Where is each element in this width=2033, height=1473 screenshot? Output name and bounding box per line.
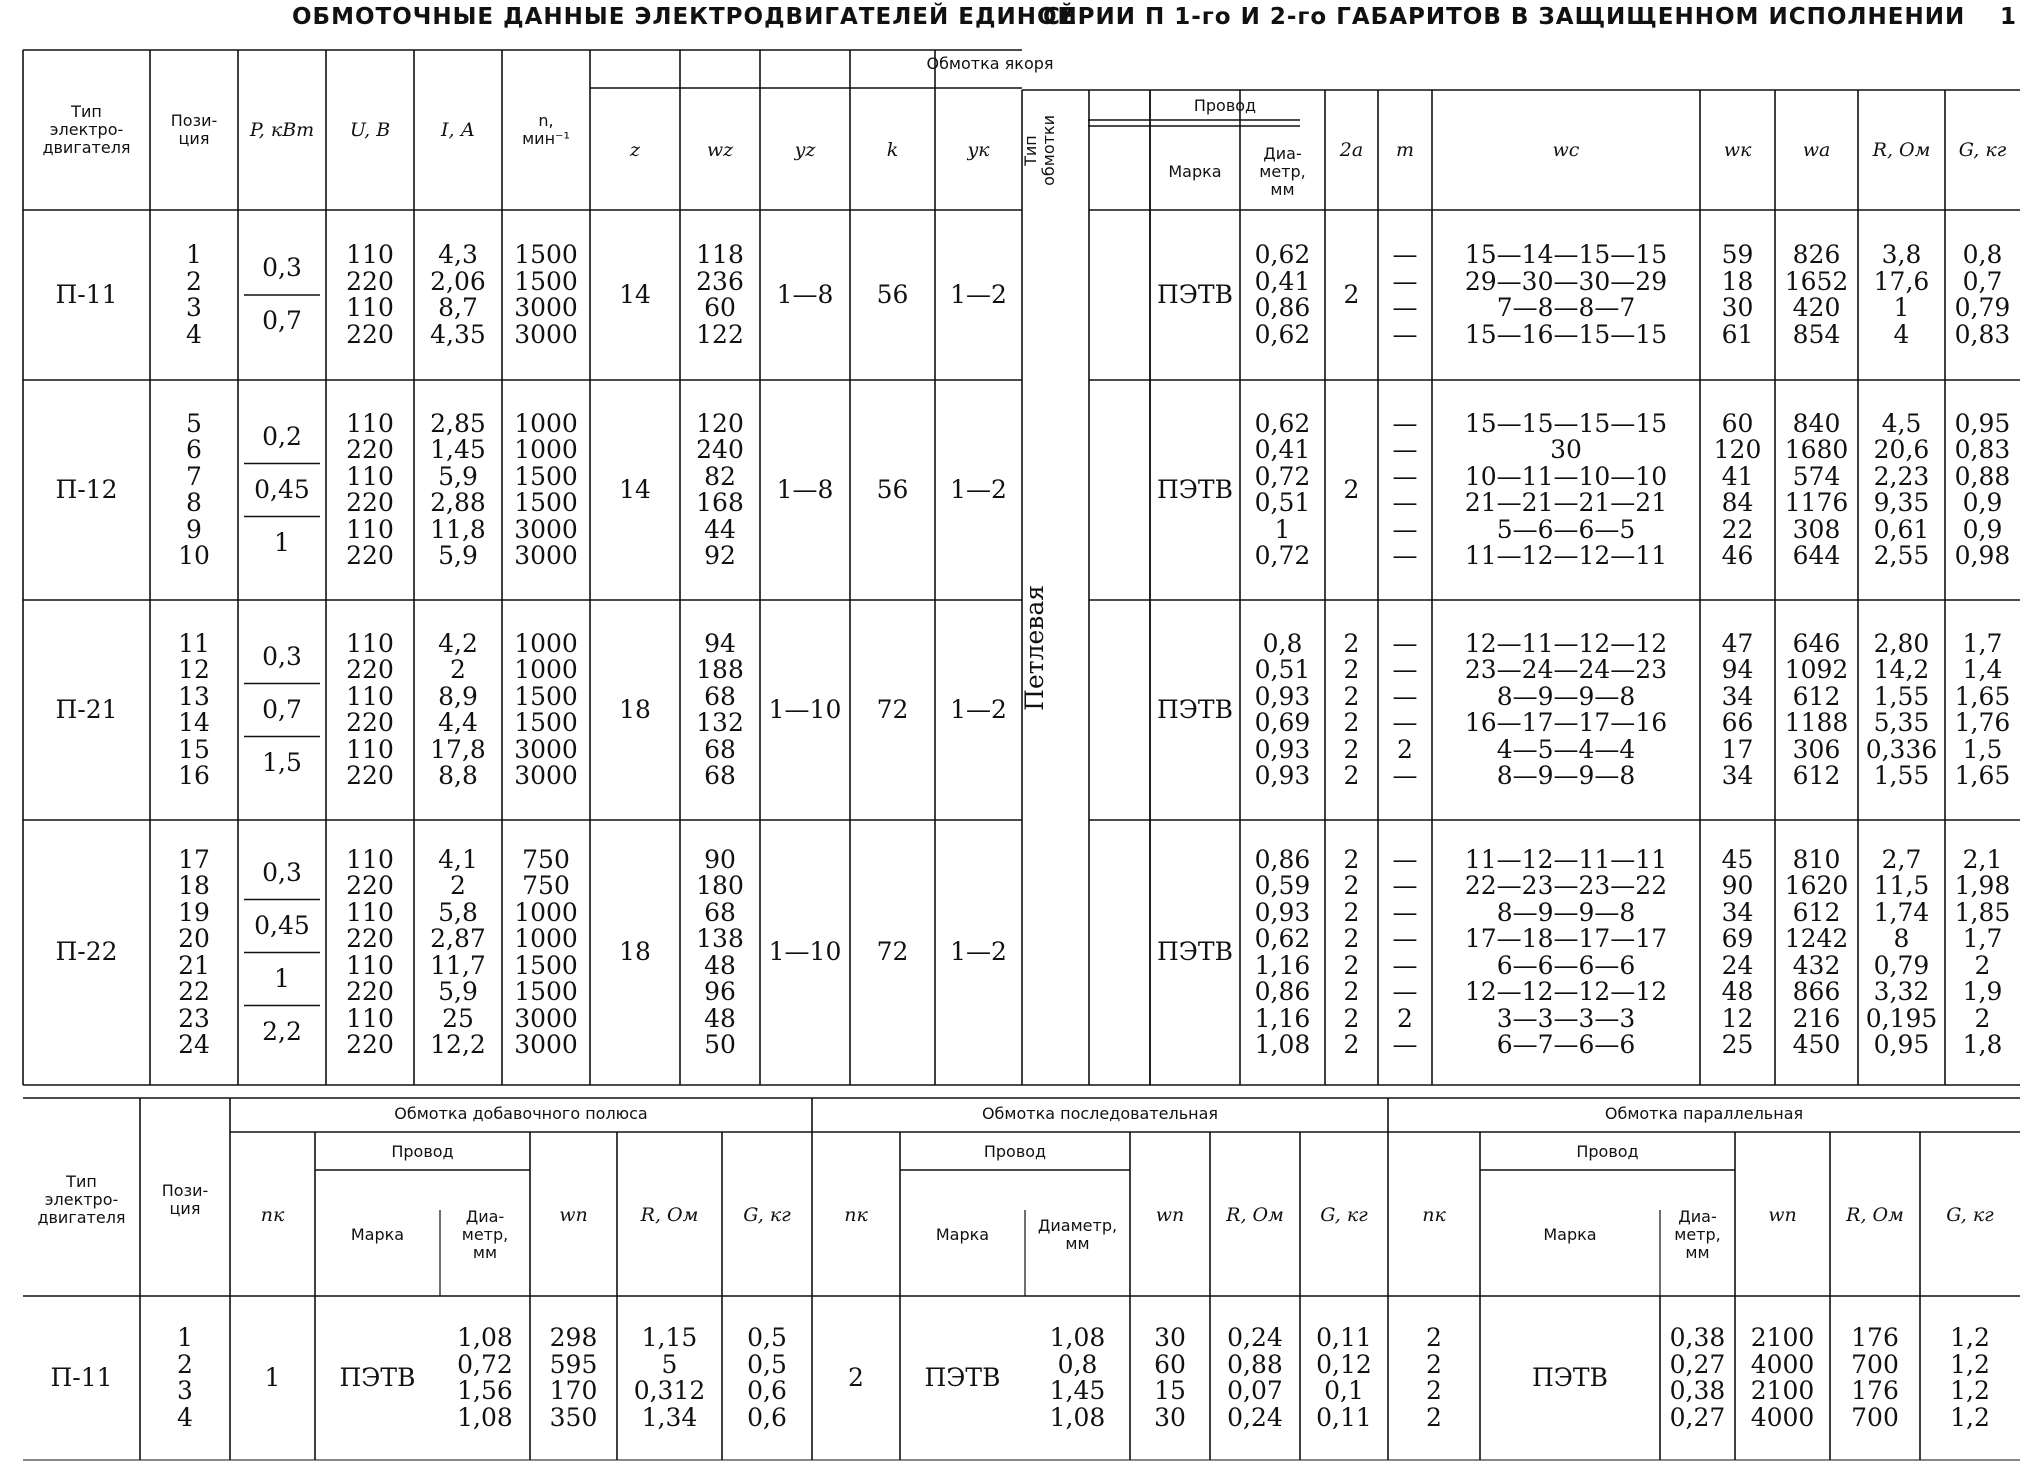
- cell-m: — — — — — — 2 —: [1392, 844, 1418, 1059]
- cell-power: 0,3: [262, 253, 302, 282]
- cell-type: П-11: [55, 279, 118, 309]
- cell-i: 4,3 2,06 8,7 4,35: [430, 240, 486, 349]
- cell-power: 0,45: [254, 474, 310, 504]
- header-additional-pole-winding: Обмотка добавочного полюса: [394, 1104, 648, 1123]
- header-p-wire: Провод: [1576, 1142, 1639, 1161]
- header-k: k: [886, 139, 899, 161]
- cell-u: 110 220 110 220 110 220: [346, 408, 394, 570]
- cell-z: 18: [619, 937, 651, 966]
- cell-r: 3,8 17,6 1 4: [1873, 240, 1930, 349]
- header-wk: wк: [1723, 139, 1752, 161]
- bottom-cell-p_wp: 2100 4000 2100 4000: [1750, 1323, 1815, 1432]
- bottom-cell-d_r: 1,15 5 0,312 1,34: [633, 1323, 706, 1432]
- cell-marka: ПЭТВ: [1157, 279, 1233, 309]
- bottom-cell-pos: 1 2 3 4: [177, 1323, 193, 1432]
- bottom-cell-type: П-11: [50, 1362, 113, 1392]
- cell-power: 0,7: [262, 306, 302, 335]
- header-s-wire: Провод: [983, 1142, 1047, 1161]
- bottom-cell-d_marka: ПЭТВ: [339, 1362, 416, 1392]
- title-left: ОБМОТОЧНЫЕ ДАННЫЕ ЭЛЕКТРОДВИГАТЕЛЕЙ ЕДИНОЙ: [292, 4, 1078, 30]
- cell-u: 110 220 110 220 110 220 110 220: [346, 844, 394, 1059]
- cell-yz: 1—8: [776, 474, 834, 504]
- header-power: P, кВт: [249, 119, 315, 141]
- cell-wc: 15—15—15—15 30 10—11—10—10 21—21—21—21 5—6—6—5 11—12—12—11: [1464, 408, 1668, 570]
- cell-g: 2,1 1,98 1,85 1,7 2 1,9 2 1,8: [1954, 844, 2011, 1059]
- cell-wk: 47 94 34 66 17 34: [1721, 628, 1754, 790]
- cell-a2: 2: [1343, 279, 1360, 309]
- bottom-cell-p_g: 1,2 1,2 1,2 1,2: [1950, 1323, 1990, 1432]
- header-position: Пози- ция: [170, 111, 218, 148]
- cell-wk: 59 18 30 61: [1721, 240, 1754, 349]
- cell-power: 1,5: [262, 747, 302, 777]
- header-yk: yк: [967, 139, 990, 161]
- header-s-wp: wп: [1155, 1204, 1185, 1226]
- cell-k: 56: [876, 279, 909, 309]
- cell-power: 0,7: [262, 694, 302, 724]
- cell-u: 110 220 110 220 110 220: [346, 628, 394, 790]
- bottom-cell-s_g: 0,11 0,12 0,1 0,11: [1316, 1323, 1372, 1432]
- cell-yk: 1—2: [950, 937, 1007, 966]
- bottom-cell-p_marka: ПЭТВ: [1532, 1362, 1608, 1392]
- cell-yz: 1—10: [768, 694, 842, 724]
- cell-diam: 0,62 0,41 0,86 0,62: [1254, 240, 1311, 349]
- cell-diam: 0,62 0,41 0,72 0,51 1 0,72: [1254, 408, 1311, 570]
- cell-a2: 2 2 2 2 2 2: [1343, 628, 1360, 790]
- header-d-mass: G, кг: [743, 1204, 791, 1226]
- cell-g: 0,8 0,7 0,79 0,83: [1954, 240, 2011, 349]
- cell-m: — — — — 2 —: [1392, 628, 1418, 790]
- header-d-nk: nк: [260, 1204, 285, 1226]
- bottom-cell-d_g: 0,5 0,5 0,6 0,6: [747, 1323, 787, 1432]
- cell-g: 0,95 0,83 0,88 0,9 0,9 0,98: [1954, 408, 2011, 570]
- header-d-grade: Марка: [350, 1225, 405, 1244]
- cell-m: — — — —: [1392, 240, 1418, 349]
- cell-n: 750 750 1000 1000 1500 1500 3000 3000: [514, 844, 578, 1059]
- cell-i: 4,2 2 8,9 4,4 17,8 8,8: [430, 628, 486, 790]
- header-current: I, А: [441, 119, 475, 141]
- header-winding-type: Тип обмотки: [1021, 114, 1058, 186]
- cell-yz: 1—10: [768, 937, 842, 966]
- cell-a2: 2 2 2 2 2 2 2 2: [1343, 844, 1360, 1059]
- header-wire-diameter: Диа- метр, мм: [1259, 144, 1306, 199]
- cell-wa: 840 1680 574 1176 308 644: [1784, 408, 1849, 570]
- cell-wz: 120 240 82 168 44 92: [696, 408, 744, 570]
- cell-u: 110 220 110 220: [346, 240, 394, 349]
- bottom-cell-s_nk: 2: [848, 1362, 864, 1392]
- cell-type: П-12: [55, 474, 118, 504]
- cell-g: 1,7 1,4 1,65 1,76 1,5 1,65: [1954, 628, 2011, 790]
- cell-diam: 0,8 0,51 0,93 0,69 0,93 0,93: [1254, 628, 1311, 790]
- cell-wz: 118 236 60 122: [696, 240, 744, 349]
- bottom-cell-d_nk: 1: [264, 1362, 281, 1392]
- header-voltage: U, В: [349, 119, 391, 141]
- cell-power: 0,3: [262, 641, 302, 671]
- header-p-diameter: Диа- метр, мм: [1674, 1207, 1721, 1262]
- header-type: Тип электро- двигателя: [42, 102, 131, 157]
- cell-type: П-21: [55, 694, 118, 724]
- cell-power: 0,2: [262, 421, 302, 451]
- header-wire: Провод: [1193, 96, 1257, 115]
- header-p-grade: Марка: [1543, 1225, 1597, 1244]
- header-p-mass: G, кг: [1946, 1204, 1994, 1226]
- bottom-cell-s_diam: 1,08 0,8 1,45 1,08: [1049, 1323, 1106, 1432]
- cell-wc: 11—12—11—11 22—23—23—22 8—9—9—8 17—18—17—17 6—6—6—6 12—12—12—12 3—3—3—3 6—7—6—6: [1464, 844, 1668, 1059]
- cell-n: 1000 1000 1500 1500 3000 3000: [514, 408, 578, 570]
- cell-i: 2,85 1,45 5,9 2,88 11,8 5,9: [430, 408, 486, 570]
- cell-n: 1000 1000 1500 1500 3000 3000: [514, 628, 578, 790]
- header-wa: wа: [1802, 139, 1831, 161]
- header-z: z: [629, 139, 640, 161]
- cell-wz: 94 188 68 132 68 68: [696, 628, 744, 790]
- header-wire-grade: Марка: [1168, 162, 1222, 181]
- cell-pos: 11 12 13 14 15 16: [178, 628, 210, 790]
- winding-type-label: Петлевая: [1020, 584, 1049, 711]
- header-m: m: [1395, 139, 1415, 161]
- cell-r: 4,5 20,6 2,23 9,35 0,61 2,55: [1873, 408, 1930, 570]
- cell-n: 1500 1500 3000 3000: [514, 240, 578, 349]
- cell-k: 56: [876, 474, 909, 504]
- header-2a: 2a: [1339, 139, 1364, 161]
- header-mass: G, кг: [1958, 139, 2007, 161]
- bottom-cell-d_diam: 1,08 0,72 1,56 1,08: [457, 1323, 513, 1432]
- header-d-wire: Провод: [391, 1142, 454, 1161]
- cell-wk: 60 120 41 84 22 46: [1713, 408, 1762, 570]
- cell-r: 2,80 14,2 1,55 5,35 0,336 1,55: [1865, 628, 1938, 790]
- bottom-cell-s_marka: ПЭТВ: [924, 1362, 1001, 1392]
- header-speed: n, мин⁻¹: [522, 111, 570, 148]
- header-p-wp: wп: [1768, 1204, 1797, 1226]
- cell-wa: 826 1652 420 854: [1784, 240, 1849, 349]
- bottom-cell-p_diam: 0,38 0,27 0,38 0,27: [1669, 1323, 1726, 1432]
- title-right: СЕРИИ П 1-го И 2-го ГАБАРИТОВ В ЗАЩИЩЕННОМ ИСПОЛНЕНИИ: [1043, 4, 1966, 30]
- cell-yz: 1—8: [776, 279, 834, 309]
- cell-z: 14: [619, 474, 651, 504]
- header-parallel-winding: Обмотка параллельная: [1604, 1104, 1804, 1123]
- cell-i: 4,1 2 5,8 2,87 11,7 5,9 25 12,2: [430, 844, 486, 1059]
- cell-yk: 1—2: [950, 694, 1007, 724]
- cell-pos: 5 6 7 8 9 10: [178, 408, 210, 570]
- header-wc: wc: [1552, 139, 1580, 161]
- bottom-cell-d_wp: 298 595 170 350: [549, 1323, 598, 1432]
- header-yz: yz: [794, 139, 816, 161]
- cell-power: 1: [274, 963, 290, 993]
- bottom-cell-p_r: 176 700 176 700: [1851, 1323, 1899, 1432]
- cell-marka: ПЭТВ: [1157, 937, 1233, 966]
- cell-wc: 15—14—15—15 29—30—30—29 7—8—8—7 15—16—15—15: [1464, 240, 1668, 349]
- cell-k: 72: [876, 937, 909, 966]
- header-armature-winding: Обмотка якоря: [926, 54, 1054, 73]
- cell-power: 2,2: [262, 1016, 302, 1046]
- header-resistance: R, Ом: [1872, 139, 1931, 161]
- header-p-resistance: R, Ом: [1846, 1204, 1904, 1226]
- bottom-cell-s_wp: 30 60 15 30: [1154, 1323, 1186, 1432]
- cell-z: 18: [619, 694, 651, 724]
- cell-diam: 0,86 0,59 0,93 0,62 1,16 0,86 1,16 1,08: [1254, 844, 1311, 1059]
- cell-wa: 810 1620 612 1242 432 866 216 450: [1784, 844, 1849, 1059]
- header-s-nk: nк: [844, 1204, 868, 1226]
- page-number: 1: [2000, 4, 2018, 30]
- cell-wc: 12—11—12—12 23—24—24—23 8—9—9—8 16—17—17—16 4—5—4—4 8—9—9—8: [1464, 628, 1668, 790]
- bottom-header-type: Тип электро- двигателя: [37, 1172, 126, 1227]
- cell-m: — — — — — —: [1392, 408, 1418, 570]
- cell-r: 2,7 11,5 1,74 8 0,79 3,32 0,195 0,95: [1865, 844, 1938, 1059]
- header-d-diameter: Диа- метр, мм: [461, 1207, 509, 1262]
- cell-wa: 646 1092 612 1188 306 612: [1784, 628, 1849, 790]
- header-s-mass: G, кг: [1320, 1204, 1368, 1226]
- cell-marka: ПЭТВ: [1157, 694, 1233, 724]
- cell-power: 0,45: [254, 910, 310, 940]
- cell-k: 72: [876, 694, 909, 724]
- bottom-cell-p_nk: 2 2 2 2: [1426, 1323, 1442, 1432]
- header-wz: wz: [706, 139, 734, 161]
- cell-a2: 2: [1343, 474, 1360, 504]
- cell-wk: 45 90 34 69 24 48 12 25: [1721, 844, 1754, 1059]
- cell-yk: 1—2: [950, 474, 1007, 504]
- bottom-header-position: Пози- ция: [161, 1181, 209, 1218]
- header-series-winding: Обмотка последовательная: [981, 1104, 1219, 1123]
- header-d-wp: wп: [559, 1204, 588, 1226]
- header-d-resistance: R, Ом: [640, 1204, 699, 1226]
- cell-z: 14: [619, 279, 651, 309]
- header-p-nk: nк: [1422, 1204, 1446, 1226]
- cell-yk: 1—2: [950, 279, 1007, 309]
- cell-power: 0,3: [262, 857, 302, 887]
- cell-wz: 90 180 68 138 48 96 48 50: [696, 844, 744, 1059]
- cell-pos: 1 2 3 4: [186, 240, 202, 349]
- header-s-resistance: R, Ом: [1226, 1204, 1284, 1226]
- bottom-cell-s_r: 0,24 0,88 0,07 0,24: [1227, 1323, 1283, 1432]
- cell-type: П-22: [55, 937, 118, 966]
- cell-pos: 17 18 19 20 21 22 23 24: [178, 844, 210, 1059]
- header-s-diameter: Диаметр, мм: [1037, 1216, 1118, 1253]
- cell-power: 1: [274, 527, 290, 557]
- header-s-grade: Марка: [935, 1225, 990, 1244]
- cell-marka: ПЭТВ: [1157, 474, 1233, 504]
